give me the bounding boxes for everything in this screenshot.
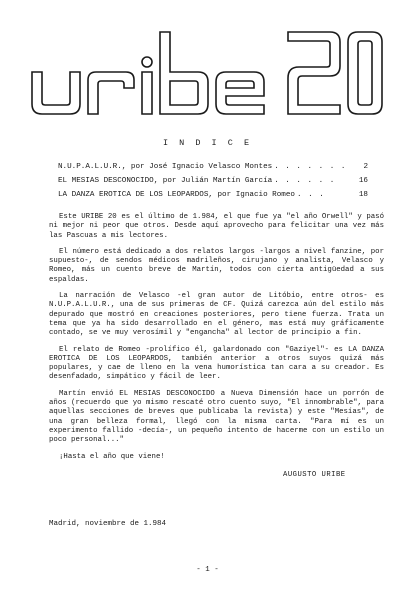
toc-entry-page: 16	[358, 177, 368, 185]
toc-leader-dots: . . .	[296, 191, 325, 199]
dateline: Madrid, noviembre de 1.984	[49, 520, 167, 528]
editorial-paragraph: El número está dedicado a dos relatos largos -largos a nivel fanzine, por supuesto-, de sendos médicos madrileños, cirujano y analista, Velasco y Romeo, más un cuento breve de Martín, todos con cierta antigüedad a sus espaldas.	[49, 247, 384, 284]
editorial-body	[49, 213, 384, 469]
page-number: - 1 -	[196, 566, 219, 574]
toc-leader-dots: . . . . . .	[274, 177, 336, 185]
editorial-paragraph: El relato de Romeo -prolífico él, galardonado con "Gaziyel"- es LA DANZA EROTICA DE LOS LEOPARDOS, también anterior a otros suyos quizá más populares, y cae de lleno en la vena humorística tan cara a su creador. Es desenfadado, simpático y fácil de leer.	[49, 345, 384, 382]
toc-entry-page: 18	[358, 191, 368, 199]
index-heading: I N D I C E	[162, 138, 253, 148]
table-of-contents	[58, 163, 368, 205]
toc-entry	[58, 177, 368, 191]
toc-entry	[58, 163, 368, 177]
toc-entry	[58, 191, 368, 205]
editorial-closing: ¡Hasta el año que viene!	[59, 452, 165, 461]
masthead-outline-lettering	[30, 22, 385, 117]
toc-leader-dots: . . . . . . .	[274, 163, 347, 171]
toc-entry-page: 2	[363, 163, 368, 171]
editorial-paragraph: La narración de Velasco -el gran autor de Litóbio, entre otros- es N.U.P.A.L.U.R., una de sus primeras de CF. Quizá carezca aún del estilo más depurado que mostró en creaciones posteriores, pero tiene fuerza. Trata un tema que ya ha sido desarrollado en el género, mas está muy gráficamente contado, se ve muy verosímil y "engancha" al lector de principio a fin.	[49, 292, 384, 338]
editorial-paragraph: Martín envió EL MESIAS DESCONOCIDO a Nueva Dimensión hace un porrón de años (recuerdo que yo mismo rescaté otro cuento suyo, "El innombrable", para aquellas secciones de breves que publicaba la revista) y este "Mesías", de una gran belleza formal, llegó con la misma carta. "Para mí es un experimento fallido -decía-, un pequeño intento de hacerme con un estilo un poco personal..."	[49, 389, 384, 445]
author-signature: AUGUSTO URIBE	[283, 471, 346, 479]
toc-entry-title: N.U.P.A.L.U.R., por José Ignacio Velasco Montes	[58, 163, 273, 171]
masthead-logo	[30, 22, 385, 117]
toc-entry-title: LA DANZA EROTICA DE LOS LEOPARDOS, por Ignacio Romeo	[58, 191, 295, 199]
editorial-paragraph: Este URIBE 20 es el último de 1.984, el que fue ya "el año Orwell" y pasó ni mejor ni peor que otros. Desde aquí aprovecho para felicitar una vez más las Pascuas a mis lectores.	[49, 213, 384, 240]
toc-entry-title: EL MESIAS DESCONOCIDO, por Julián Martín García	[58, 177, 273, 185]
